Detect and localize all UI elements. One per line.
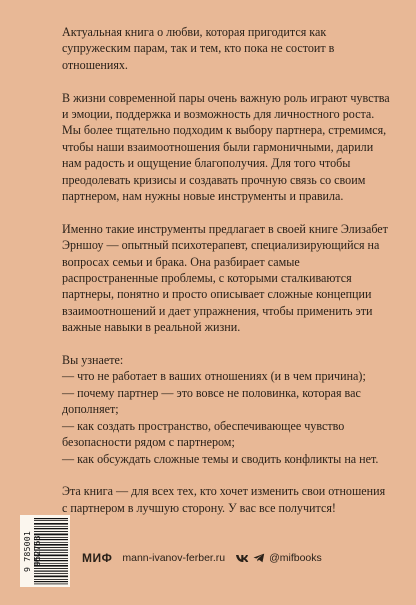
vk-icon[interactable] (235, 554, 249, 563)
isbn-digits: 9 785001 952763 (22, 530, 42, 572)
learn-item: — как создать пространство, обеспечивающее чувство безопасности рядом с партнером; (62, 418, 345, 450)
publisher-info (82, 551, 322, 565)
social-links (235, 552, 322, 564)
learn-intro: Вы узнаете: (62, 353, 124, 368)
description-text (62, 24, 392, 533)
publisher-website[interactable]: mann-ivanov-ferber.ru (122, 552, 226, 564)
author-paragraph: Именно такие инструменты предлагает в своей книге Элизабет Эрншоу — опытный психотерапевт, специализирующийся на вопросах семьи и брака. Она разбирает самые распространенные проблемы, с которыми сталкиваются партнеры, понятно и просто описывает сложные концепции взаимоотношений и дает упражнения, чтобы применить эти важные навыки в реальной жизни. (62, 221, 388, 335)
intro-paragraph: Актуальная книга о любви, которая пригодится как супружеским парам, так и тем, кто пока не состоит в отношениях. (62, 25, 335, 72)
learn-item: — почему партнер — это вовсе не половинка, которая вас дополняет; (62, 385, 361, 417)
learn-item: — как обсуждать сложные темы и сводить конфликты на нет. (62, 451, 379, 466)
cover-footer (20, 515, 396, 587)
learn-list (62, 352, 392, 467)
learn-item: — что не работает в ваших отношениях (и в чем причина); (62, 369, 366, 384)
closing-paragraph: Эта книга — для всех тех, кто хочет изменить свои отношения с партнером в лучшую сторону. У вас все получится! (62, 484, 386, 515)
isbn-barcode (20, 515, 70, 587)
telegram-icon[interactable] (253, 553, 265, 563)
context-paragraph: В жизни современной пары очень важную роль играют чувства и эмоции, поддержка и возможность для личностного роста. Мы более тщательно подходим к выбору партнера, стремимся, чтобы наши взаимоотношения были гармоничными, дарили нам радость и ощущение благополучия. Для того чтобы преодолевать кризисы и создавать прочную связь со своим партнером, нам нужны новые инструменты и правила. (62, 90, 390, 204)
publisher-logo: МИФ (82, 551, 113, 565)
social-handle[interactable]: @mifbooks (269, 552, 322, 564)
